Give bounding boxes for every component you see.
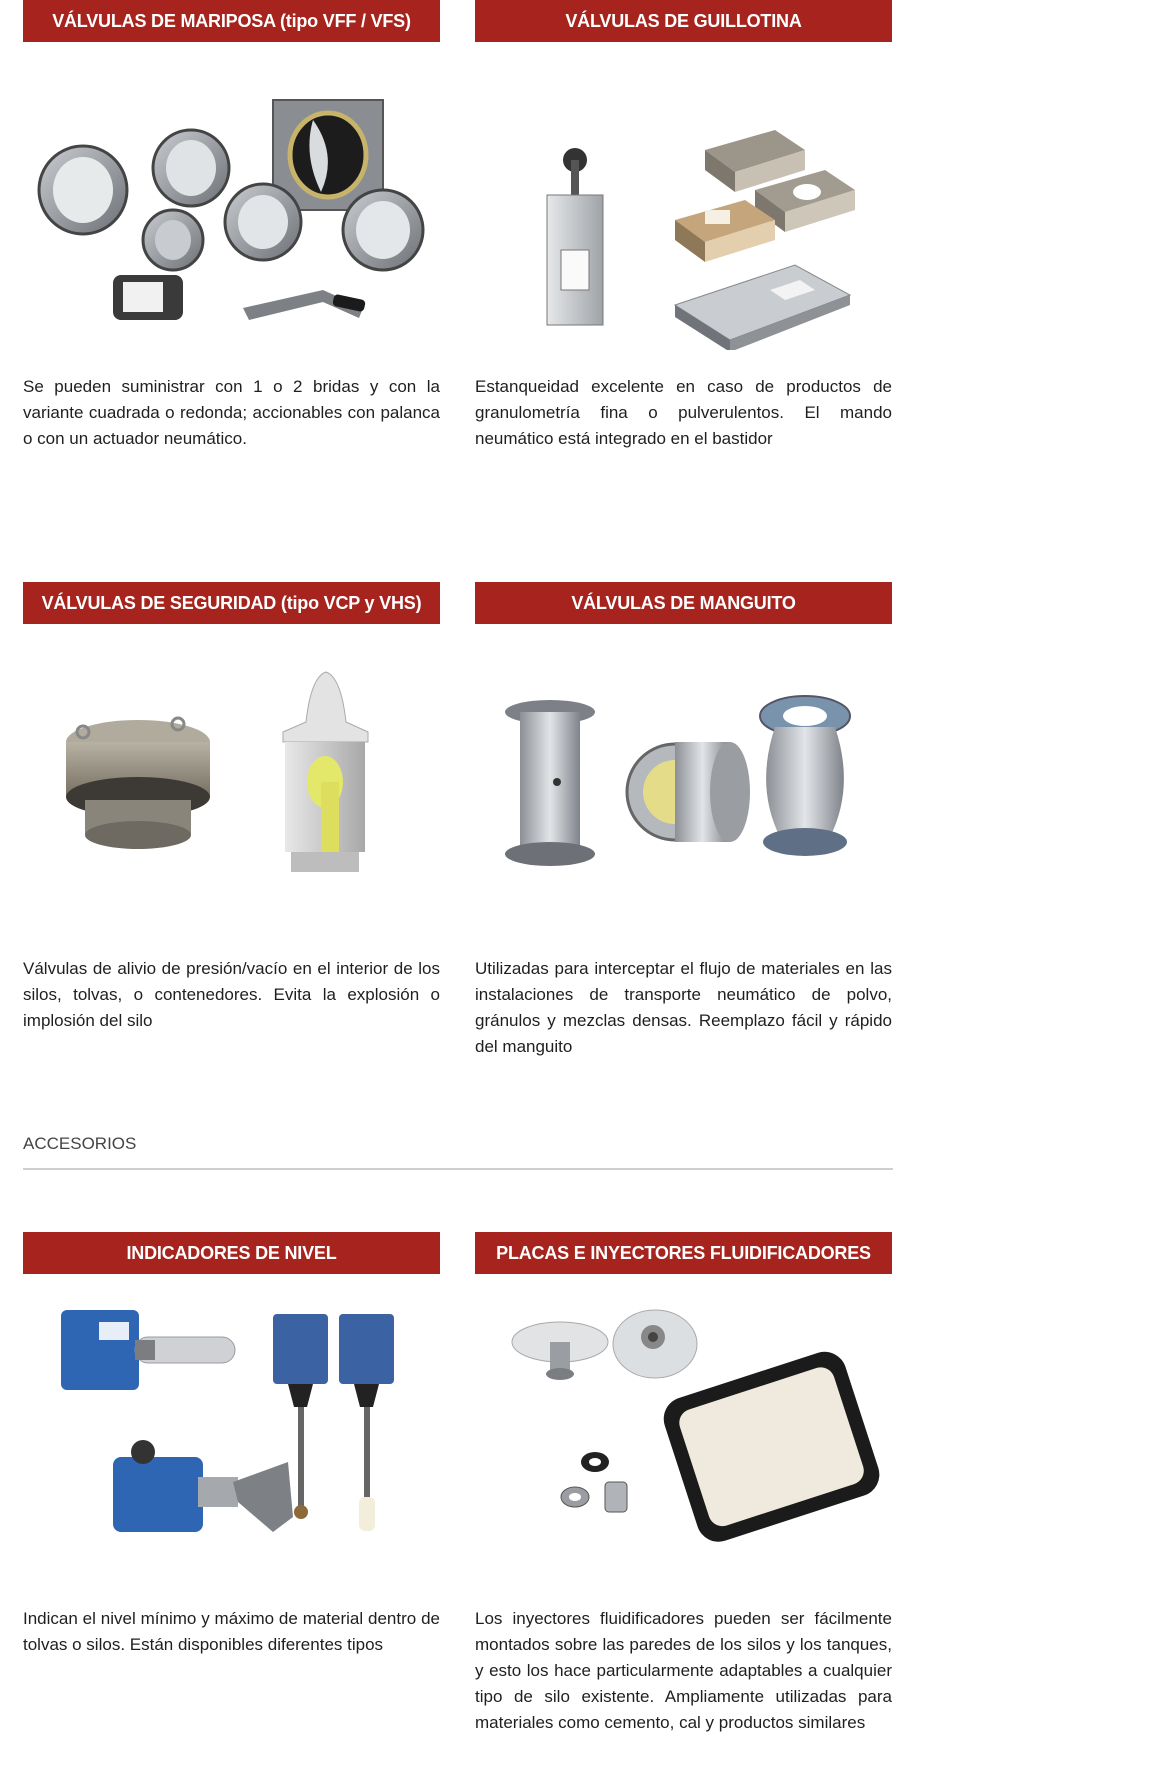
product-card-safety-valves bbox=[23, 582, 440, 1034]
section-divider bbox=[23, 1168, 893, 1170]
card-title: VÁLVULAS DE MARIPOSA (tipo VFF / VFS) bbox=[23, 0, 440, 42]
knife-gate-valves-image bbox=[475, 50, 892, 350]
product-card-knife-gate-valves bbox=[475, 0, 892, 452]
level-indicators-image bbox=[23, 1282, 440, 1582]
card-description: Válvulas de alivio de presión/vacío en el interior de los silos, tolvas, o contenedores. Evita la explosión o implosión del silo bbox=[23, 959, 440, 1030]
card-title: VÁLVULAS DE GUILLOTINA bbox=[475, 0, 892, 42]
butterfly-valves-image bbox=[23, 50, 440, 350]
card-title: PLACAS E INYECTORES FLUIDIFICADORES bbox=[475, 1232, 892, 1274]
pinch-valves-illustration bbox=[475, 632, 892, 932]
safety-valves-illustration bbox=[23, 632, 440, 932]
card-description: Los inyectores fluidificadores pueden ser fácilmente montados sobre las paredes de los silos y los tanques, y esto los hace particularmente adaptables a cualquier tipo de silo existente. Ampliamente utilizadas para materiales como cemento, cal y productos similares bbox=[475, 1609, 892, 1732]
product-card-level-indicators bbox=[23, 1232, 440, 1658]
card-title: VÁLVULAS DE SEGURIDAD (tipo VCP y VHS) bbox=[23, 582, 440, 624]
safety-valves-image bbox=[23, 632, 440, 932]
fluidizing-plates-illustration bbox=[475, 1282, 892, 1582]
level-indicators-illustration bbox=[23, 1282, 440, 1582]
pinch-valves-image bbox=[475, 632, 892, 932]
card-title: INDICADORES DE NIVEL bbox=[23, 1232, 440, 1274]
card-description: Utilizadas para interceptar el flujo de materiales en las instalaciones de transporte neumático de polvo, gránulos y mezclas densas. Reemplazo fácil y rápido del manguito bbox=[475, 959, 892, 1056]
card-title: VÁLVULAS DE MANGUITO bbox=[475, 582, 892, 624]
fluidizing-plates-image bbox=[475, 1282, 892, 1582]
card-description: Estanqueidad excelente en caso de productos de granulometría fina o pulverulentos. El mando neumático está integrado en el bastidor bbox=[475, 377, 892, 448]
butterfly-valves-illustration bbox=[23, 50, 440, 350]
product-card-fluidizing-plates bbox=[475, 1232, 892, 1736]
product-card-butterfly-valves bbox=[23, 0, 440, 452]
accessories-section-title: ACCESORIOS bbox=[23, 1134, 137, 1153]
card-description: Se pueden suministrar con 1 o 2 bridas y con la variante cuadrada o redonda; accionables con palanca o con un actuador neumático. bbox=[23, 377, 440, 448]
knife-gate-valves-illustration bbox=[475, 50, 892, 350]
card-description: Indican el nivel mínimo y máximo de material dentro de tolvas o silos. Están disponibles diferentes tipos bbox=[23, 1609, 440, 1654]
product-card-pinch-valves bbox=[475, 582, 892, 1060]
